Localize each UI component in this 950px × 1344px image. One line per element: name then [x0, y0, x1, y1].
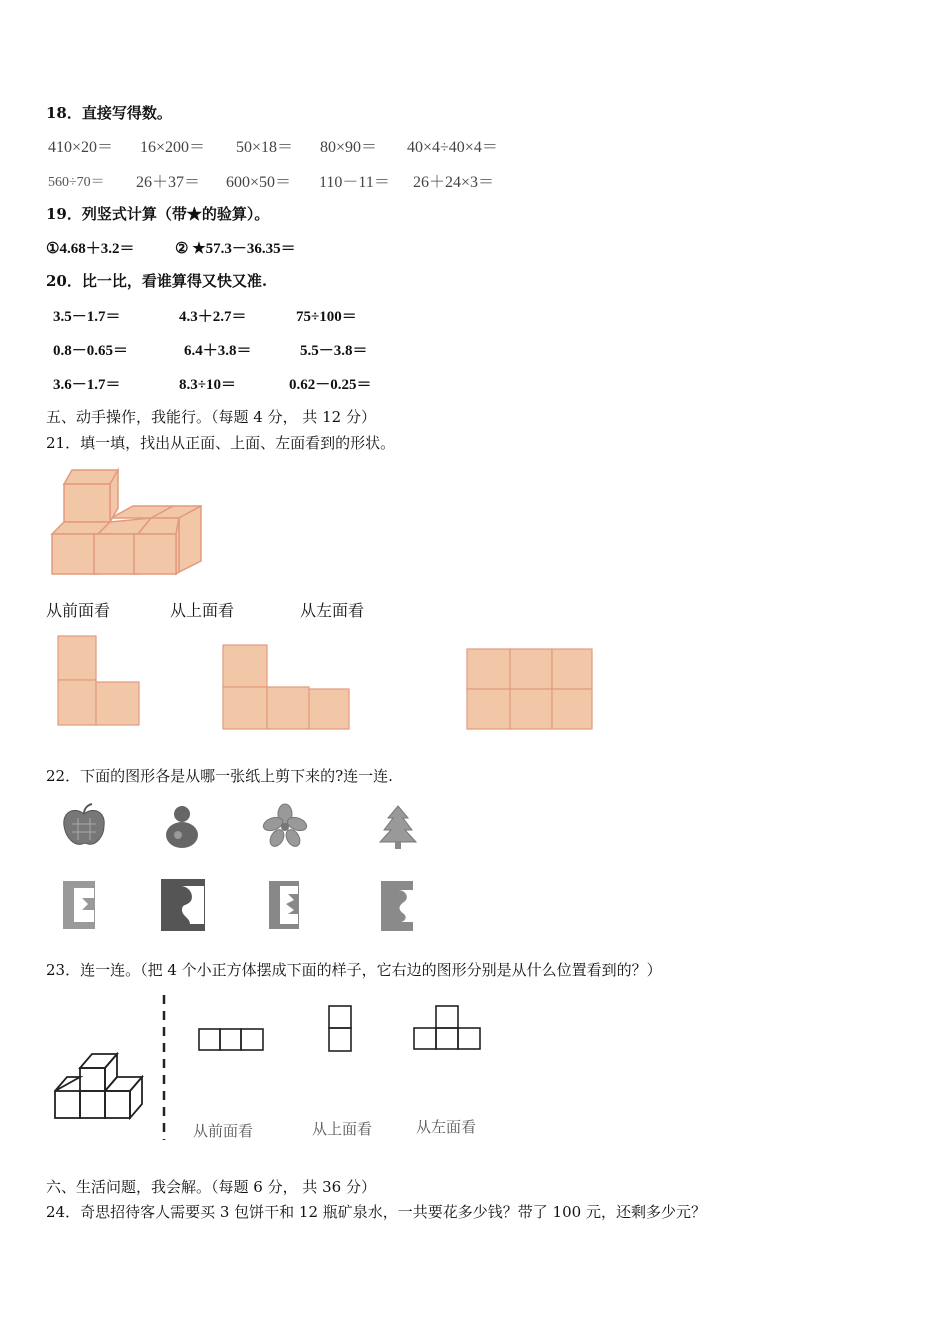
q18-calc: 26＋24×3＝ [413, 174, 495, 191]
paper-cutout-e-icon [268, 880, 300, 930]
q23-view-label: 从上面看 [312, 1120, 373, 1138]
q21-view-label: 从左面看 [300, 601, 365, 620]
gourd-shape-icon [162, 802, 202, 850]
q19-item: ①4.68＋3.2＝ [46, 241, 135, 257]
q18-calc: 16×200＝ [140, 139, 206, 156]
q22-title: 22．下面的图形各是从哪一张纸上剪下来的?连一连. [46, 767, 393, 785]
q18-calc: 410×20＝ [48, 139, 114, 156]
q20-calc: 3.6－1.7＝ [53, 377, 121, 393]
flower-shape-icon [262, 804, 308, 848]
section6-title: 六、生活问题，我会解。（每题 6 分， 共 36 分） [46, 1178, 376, 1196]
q18-title: 18．直接写得数。 [46, 104, 172, 122]
q18-calc: 50×18＝ [236, 139, 294, 156]
q21-title: 21．填一填，找出从正面、上面、左面看到的形状。 [46, 434, 396, 452]
q23-step-shape [413, 1005, 483, 1051]
q20-calc: 5.5－3.8＝ [300, 343, 368, 359]
q18-calc: 26＋37＝ [136, 174, 201, 191]
q23-two-squares-column [328, 1005, 354, 1053]
q20-calc: 75÷100＝ [296, 309, 357, 325]
q23-title: 23．连一连。（把 4 个小正方体摆成下面的样子，它右边的图形分别是从什么位置看到的？） [46, 961, 662, 979]
q21-left-view-answer [466, 648, 594, 732]
q18-calc: 40×4÷40×4＝ [407, 139, 498, 156]
q18-calc: 80×90＝ [320, 139, 378, 156]
apple-shape-icon [60, 804, 108, 848]
q20-calc: 4.3＋2.7＝ [179, 309, 247, 325]
q23-view-label: 从左面看 [416, 1118, 477, 1136]
q24-title: 24．奇思招待客人需要买 3 包饼干和 12 瓶矿泉水，一共要花多少钱？带了 100 元，还剩多少元？ [46, 1203, 706, 1221]
q18-calc: 560÷70＝ [48, 175, 105, 190]
q18-calc: 110－11＝ [319, 174, 390, 191]
dashed-divider [160, 995, 168, 1140]
q21-front-view-answer [57, 635, 141, 727]
q23-view-label: 从前面看 [193, 1122, 254, 1140]
paper-cutout-e-icon [62, 880, 96, 930]
q20-calc: 0.8－0.65＝ [53, 343, 129, 359]
tree-shape-icon [378, 804, 418, 850]
paper-cutout-c-icon [160, 878, 206, 932]
q21-view-label: 从前面看 [46, 601, 111, 620]
q23-cube-figure [52, 1050, 152, 1122]
q21-top-view-answer [222, 644, 352, 731]
q20-calc: 3.5－1.7＝ [53, 309, 121, 325]
section5-title: 五、动手操作，我能行。（每题 4 分， 共 12 分） [46, 408, 376, 426]
q19-title: 19．列竖式计算（带★的验算）。 [46, 205, 270, 223]
paper-cutout-c-icon [380, 880, 414, 932]
q20-calc: 8.3÷10＝ [179, 377, 236, 393]
q23-three-squares-row [198, 1028, 266, 1052]
q21-view-label: 从上面看 [170, 601, 235, 620]
q20-calc: 6.4＋3.8＝ [184, 343, 252, 359]
q20-calc: 0.62－0.25＝ [289, 377, 372, 393]
q21-cube-stack-figure [48, 466, 208, 578]
q19-item: ② ★57.3－36.35＝ [175, 241, 296, 257]
q20-title: 20．比一比，看谁算得又快又准. [46, 272, 268, 290]
q18-calc: 600×50＝ [226, 174, 292, 191]
